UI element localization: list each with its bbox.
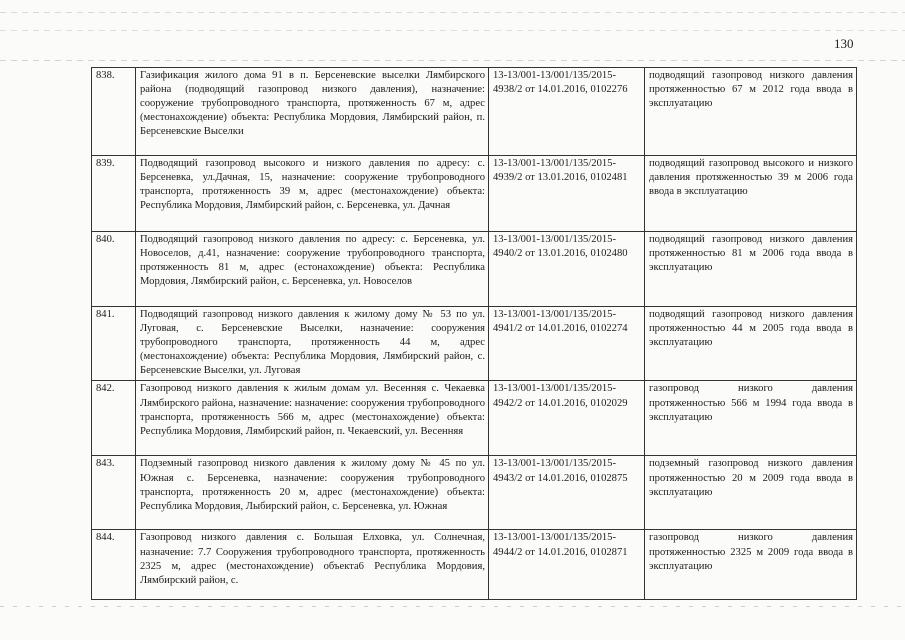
object-characteristics: газопровод низкого давления протяженностью 566 м 1994 года ввода в эксплуатацию: [645, 381, 857, 456]
registration-record: 13-13/001-13/001/135/2015-4944/2 от 14.01.2016, 0102871: [489, 530, 645, 600]
registration-record: 13-13/001-13/001/135/2015-4942/2 от 14.01.2016, 0102029: [489, 381, 645, 456]
table-row: [92, 456, 857, 530]
object-description: Газопровод низкого давления с. Большая Елховка, ул. Солнечная, назначение: 7.7 Сооружения трубопроводного транспорта, протяженность 2325 м, адрес (местонахождение) объекта6 Республика Мордовия, Лямбирский район, с.: [136, 530, 489, 600]
object-characteristics: подводящий газопровод низкого давления протяженностью 81 м 2006 года ввода в эксплуатацию: [645, 232, 857, 307]
table-row: [92, 307, 857, 381]
table-row: [92, 530, 857, 600]
object-description: Подводящий газопровод высокого и низкого давления по адресу: с. Берсеневка, ул.Дачная, 15, назначение: сооружение трубопроводного транспорта, протяженность 39 м, адрес (местонахождение) объекта: Республика Мордовия, Лямбирский район, с. Берсеневка, ул. Дачная: [136, 156, 489, 232]
table-row: [92, 381, 857, 456]
object-description: Подводящий газопровод низкого давления к жилому дому № 53 по ул. Луговая, с. Берсеневские Выселки, назначение: сооружения трубопроводного транспорта, протяженность 44 м, адрес (местонахождение) объекта: Республика Мордовия, Лямбирский район, с. Берсеневские Выселки, ул. Луговая: [136, 307, 489, 381]
row-number: 842.: [92, 381, 136, 456]
row-number: 839.: [92, 156, 136, 232]
registration-record: 13-13/001-13/001/135/2015-4939/2 от 13.01.2016, 0102481: [489, 156, 645, 232]
registration-record: 13-13/001-13/001/135/2015-4940/2 от 13.01.2016, 0102480: [489, 232, 645, 307]
object-characteristics: газопровод низкого давления протяженностью 2325 м 2009 года ввода в эксплуатацию: [645, 530, 857, 600]
scan-artifact-line: [0, 30, 905, 31]
registration-record: 13-13/001-13/001/135/2015-4941/2 от 14.01.2016, 0102274: [489, 307, 645, 381]
object-characteristics: подводящий газопровод низкого давления протяженностью 44 м 2005 года ввода в эксплуатацию: [645, 307, 857, 381]
object-description: Подземный газопровод низкого давления к жилому дому № 45 по ул. Южная с. Берсеневка, назначение: сооружения трубопроводного транспорта, протяженность 20 м, адрес (местонахождение) объекта: Республика Мордовия, Лыбирский район, с. Берсеневка, ул. Южная: [136, 456, 489, 530]
row-number: 843.: [92, 456, 136, 530]
table-row: [92, 68, 857, 156]
row-number: 844.: [92, 530, 136, 600]
scan-artifact-line: [0, 606, 905, 607]
row-number: 841.: [92, 307, 136, 381]
object-characteristics: подземный газопровод низкого давления протяженностью 20 м 2009 года ввода в эксплуатацию: [645, 456, 857, 530]
row-number: 838.: [92, 68, 136, 156]
object-description: Газопровод низкого давления к жилым домам ул. Весенняя с. Чекаевка Лямбирского района, назначение: назначение: сооружения трубопроводного транспорта, протяженность 566 м, адрес (местонахождение) объекта: Республика Мордовия, Лямбирский район, п. Чекаевский, ул. Весенняя: [136, 381, 489, 456]
table-row: [92, 156, 857, 232]
table-row: [92, 232, 857, 307]
scan-artifact-line: [0, 60, 905, 61]
registry-table: [91, 67, 857, 600]
object-description: Газификация жилого дома 91 в п. Берсеневские выселки Лямбирского района (подводящий газопровод низкого давления), назначение: сооружение трубопроводного транспорта, протяженность 67 м, адрес (местонахождение) объекта: Республика Мордовия, Лямбирский район, п. Берсеневские Выселки: [136, 68, 489, 156]
object-characteristics: подводящий газопровод низкого давления протяженностью 67 м 2012 года ввода в эксплуатацию: [645, 68, 857, 156]
registration-record: 13-13/001-13/001/135/2015-4943/2 от 14.01.2016, 0102875: [489, 456, 645, 530]
scan-artifact-line: [0, 12, 905, 13]
registration-record: 13-13/001-13/001/135/2015-4938/2 от 14.01.2016, 0102276: [489, 68, 645, 156]
row-number: 840.: [92, 232, 136, 307]
object-description: Подводящий газопровод низкого давления по адресу: с. Берсеневка, ул. Новоселов, д.41, назначение: сооружение трубопроводного транспорта, протяженность 81 м, адрес (естонахождение) объекта: Республика Мордовия, Лямбирский район, с. Берсеневка, ул. Новоселов: [136, 232, 489, 307]
object-characteristics: подводящий газопровод высокого и низкого давления протяженностью 39 м 2006 года ввода в эксплуатацию: [645, 156, 857, 232]
page-number: 130: [834, 36, 854, 51]
